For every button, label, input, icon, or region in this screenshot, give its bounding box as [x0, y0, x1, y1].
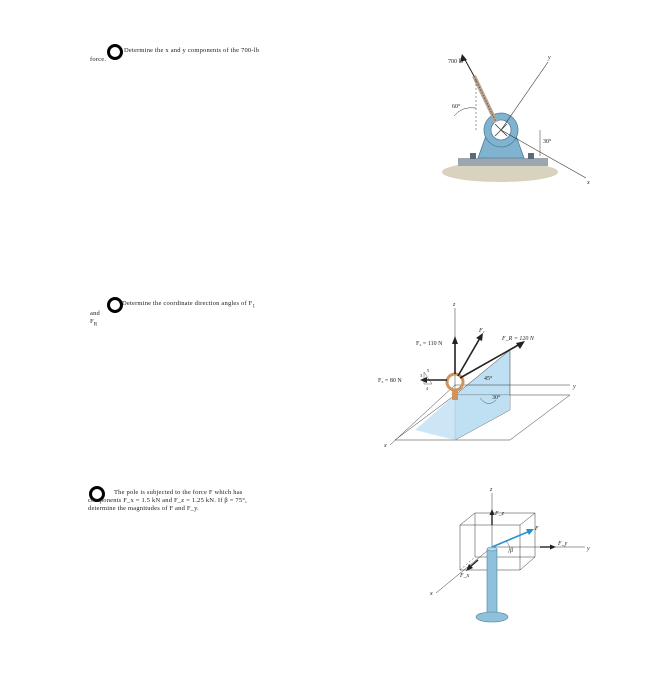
f1-label: F₁: [479, 328, 485, 334]
force-arrow: [464, 58, 474, 76]
question-2-text-2: [90, 310, 100, 329]
z-axis-label: z: [490, 487, 493, 493]
angle-45-label: 45°: [484, 376, 493, 382]
angle-30-label: 30°: [543, 139, 552, 145]
question-2-line-1: Determine the coordinate direction angles of F: [122, 300, 253, 307]
x-axis-label: x: [430, 591, 433, 597]
question-3-line-3: determine the magnitudes of F and F_y.: [88, 505, 199, 512]
fx-label: F_x: [460, 573, 470, 579]
force-box-back: [475, 513, 535, 557]
y-axis: [501, 62, 548, 130]
question-1-radio[interactable]: [107, 44, 123, 60]
fx-arrow: [470, 560, 478, 567]
question-2-line-2: and F: [90, 310, 100, 325]
z-axis-label: z: [453, 302, 456, 308]
slope-4: 4: [426, 386, 429, 391]
question-2-fr-sub: R: [93, 322, 98, 328]
question-3-line-1: The pole is subjected to the force F which has: [114, 489, 243, 496]
question-1-text-2: [90, 56, 106, 64]
f-arrow: [492, 531, 530, 547]
force-700lb-label: 700 lb: [448, 59, 464, 65]
bolt-left: [470, 153, 476, 159]
question-1-line-1: Determine the x and y components of the 700-lb: [124, 47, 260, 54]
question-3-text: [114, 489, 324, 497]
x-axis-label: x: [587, 180, 590, 186]
angle-60-label: 60°: [452, 104, 461, 110]
figure-3-pole: [420, 485, 600, 635]
pole-base: [476, 612, 508, 622]
question-1-line-2: force.: [90, 56, 107, 63]
f2-label: F₂ = 110 N: [416, 341, 443, 347]
fz-label: F_z: [495, 511, 504, 517]
y-axis-label: y: [548, 55, 551, 61]
question-2-radio[interactable]: [107, 297, 123, 313]
angle-30-label: 30°: [492, 395, 501, 401]
fr-label: F_R = 120 N: [502, 336, 534, 342]
question-3-text-2: [88, 497, 328, 505]
slope-3: 3: [420, 373, 423, 378]
pole: [487, 549, 497, 615]
figure-2-eyebolt: [370, 300, 600, 460]
question-2-text: [122, 300, 332, 311]
x-axis-label: x: [384, 443, 387, 449]
eyebolt-shank: [452, 390, 458, 400]
y-axis-label: y: [573, 384, 576, 390]
fy-label: F_y: [558, 541, 568, 547]
question-3-line-2: components F_x = 1.5 kN and F_z = 1.25 kN. If β = 75°,: [88, 497, 247, 504]
beta-label: β: [510, 548, 513, 554]
slope-5: 5: [427, 368, 430, 373]
question-3-text-3: [88, 505, 328, 513]
base-plate: [458, 158, 548, 166]
question-1-text: [124, 47, 334, 55]
f-label: F: [535, 526, 539, 532]
floor-plane-fill: [415, 395, 510, 440]
figure-1-bracket: [440, 50, 600, 190]
y-axis-label: y: [587, 546, 590, 552]
question-2-f1-sub: 1: [252, 304, 256, 310]
f1-arrow: [458, 338, 480, 376]
bolt-right: [528, 153, 534, 159]
f3-label: F₃ = 80 N: [378, 378, 402, 384]
